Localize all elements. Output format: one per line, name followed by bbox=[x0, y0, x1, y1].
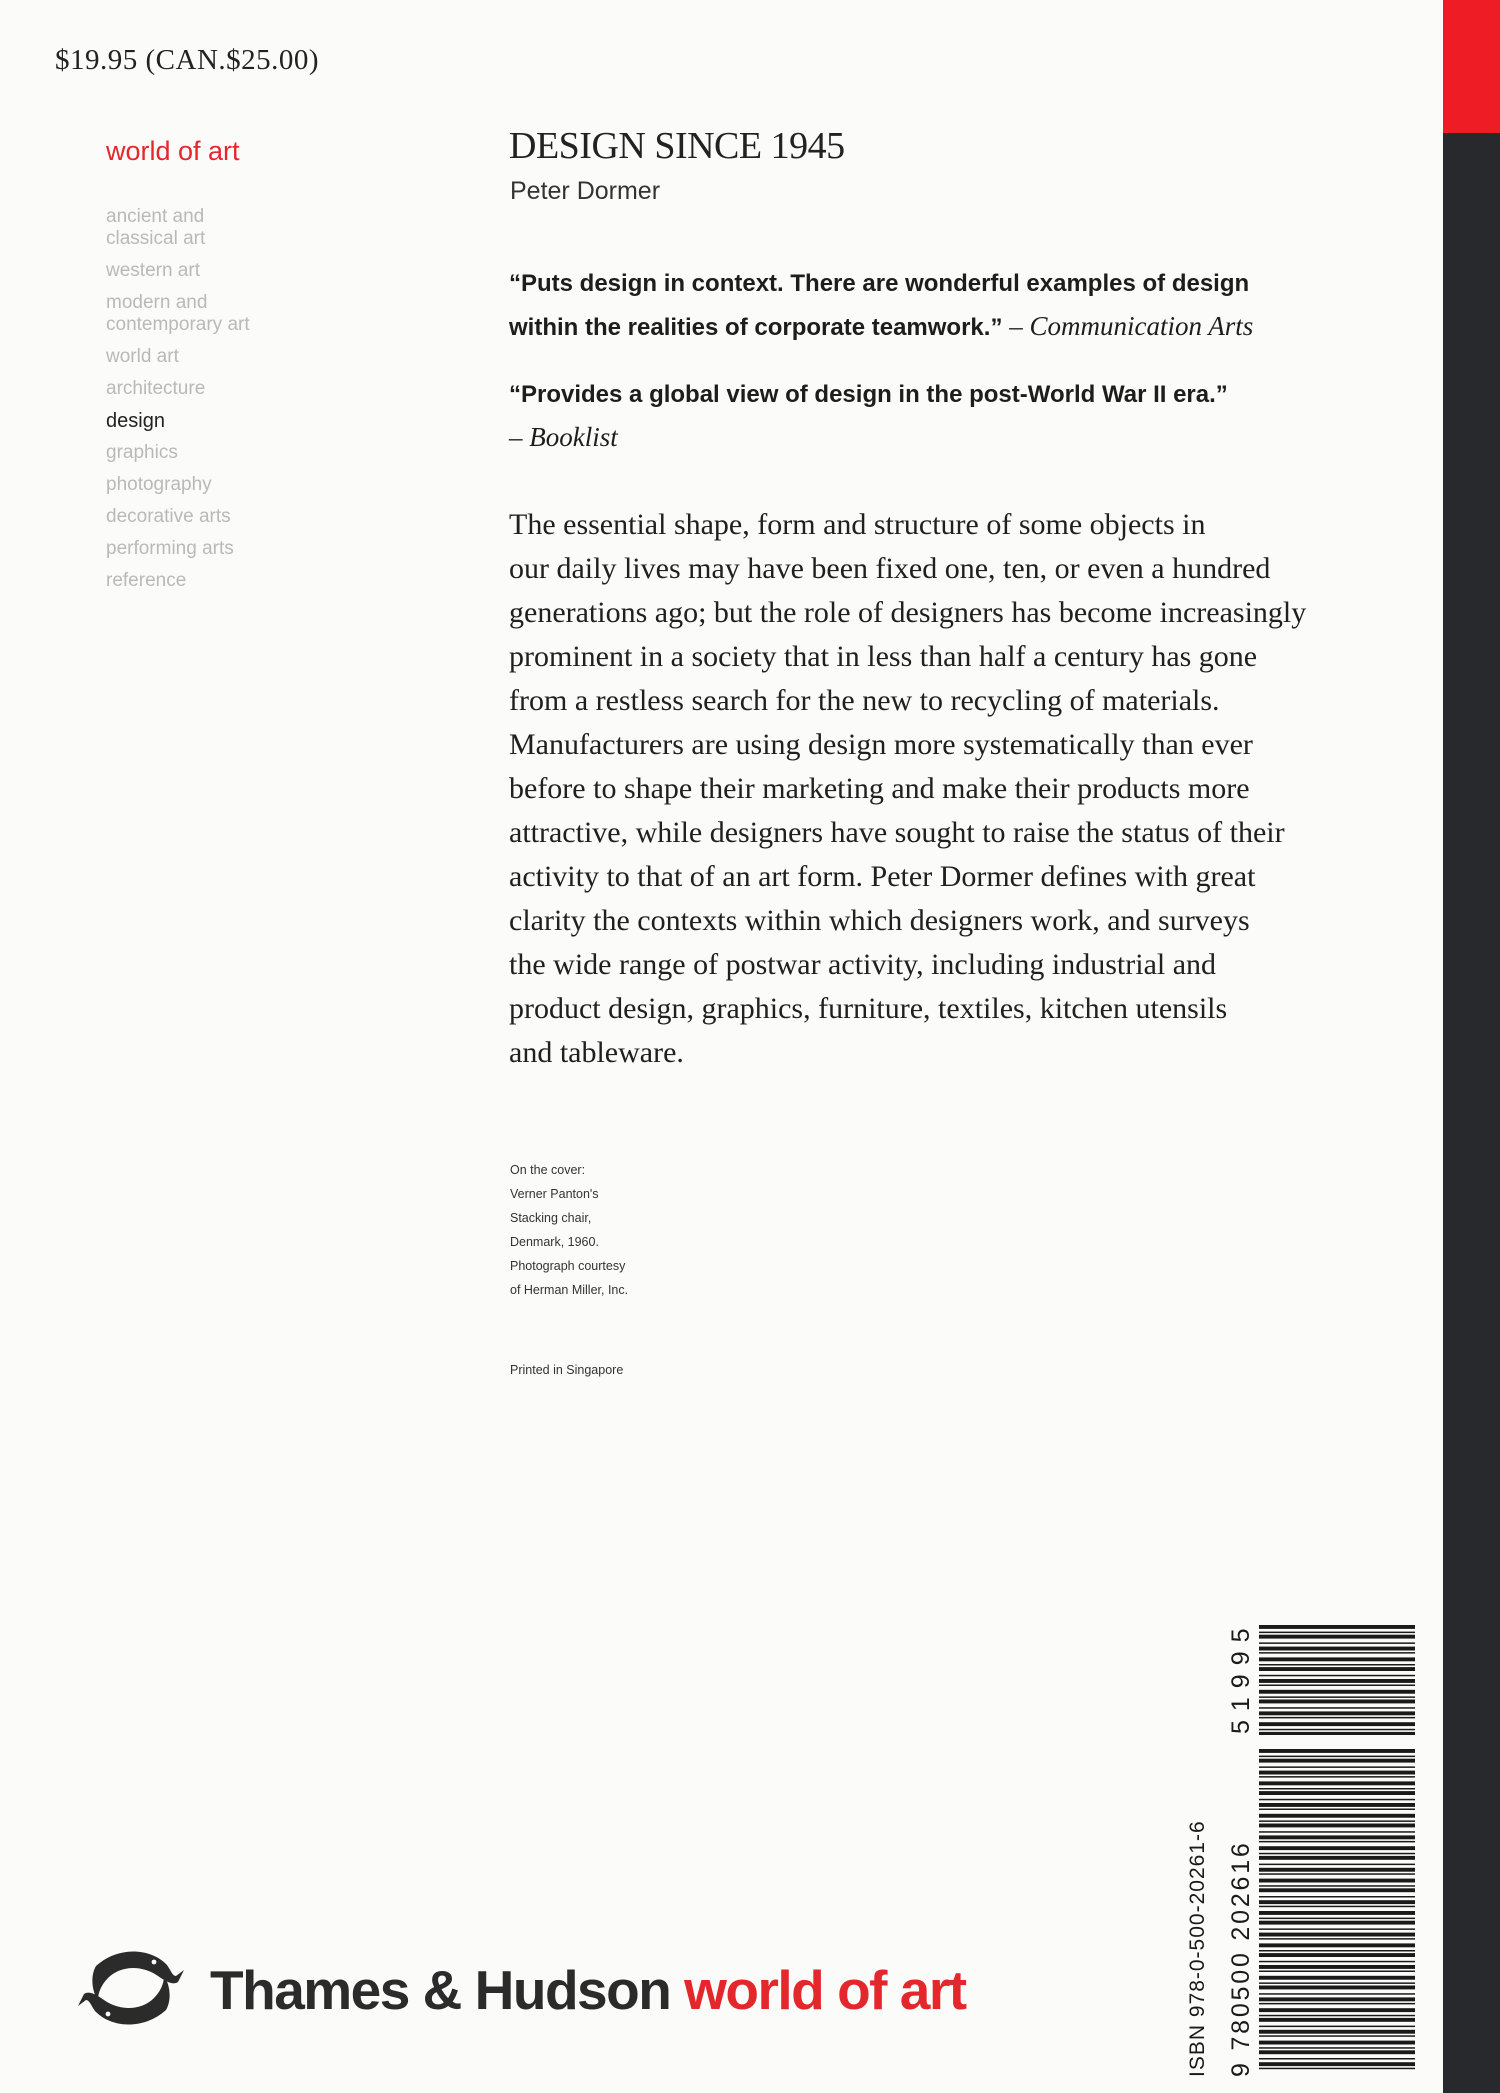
barcode-bar bbox=[1259, 1657, 1415, 1661]
description-line: from a restless search for the new to recycling of materials. bbox=[509, 684, 1220, 717]
description-line: attractive, while designers have sought to raise the status of their bbox=[509, 816, 1285, 849]
barcode-bar bbox=[1259, 1685, 1415, 1687]
barcode-bar bbox=[1259, 1729, 1415, 1731]
barcode-bar bbox=[1259, 1965, 1415, 1969]
barcode-bar bbox=[1259, 1635, 1415, 1639]
barcode-bar bbox=[1259, 1888, 1415, 1892]
quote-text: within the realities of corporate teamwork.” bbox=[509, 314, 1003, 341]
barcode-bar bbox=[1259, 1868, 1415, 1872]
barcode-bar bbox=[1259, 1856, 1415, 1860]
addon-barcode-bars bbox=[1259, 1625, 1415, 1735]
barcode-bar bbox=[1259, 1953, 1415, 1957]
description-line: before to shape their marketing and make their products more bbox=[509, 772, 1250, 805]
barcode-bar bbox=[1259, 1625, 1415, 1629]
spine-red-band bbox=[1443, 0, 1500, 133]
barcode-bar bbox=[1259, 1873, 1415, 1875]
printed-in: Printed in Singapore bbox=[510, 1363, 624, 1377]
barcode-bar bbox=[1259, 1749, 1415, 1753]
quote-dash: – bbox=[509, 422, 530, 452]
quote-dash: – bbox=[1002, 311, 1030, 341]
barcode-bar bbox=[1259, 1652, 1415, 1654]
barcode-bar bbox=[1259, 1846, 1415, 1850]
description-line: prominent in a society that in less than half a century has gone bbox=[509, 640, 1258, 673]
barcode-bar bbox=[1259, 1642, 1415, 1644]
barcode-bar bbox=[1259, 1766, 1415, 1768]
barcode-bar bbox=[1259, 2068, 1415, 2070]
ean-digits: 9 780500 202616 bbox=[1227, 1840, 1255, 2077]
barcode-bar bbox=[1259, 1961, 1415, 1963]
barcode-bar bbox=[1259, 1690, 1415, 1694]
barcode-bar bbox=[1259, 1700, 1415, 1704]
barcode-bar bbox=[1259, 1971, 1415, 1973]
author-name: Peter Dormer bbox=[510, 177, 661, 205]
isbn-text: ISBN 978-0-500-20261-6 bbox=[1186, 1820, 1209, 2077]
review-quote bbox=[509, 262, 1409, 349]
barcode-bar bbox=[1259, 1664, 1415, 1666]
quote-line bbox=[509, 416, 1409, 460]
barcode-bar bbox=[1259, 1976, 1415, 1980]
description-line: generations ago; but the role of designers has become increasingly bbox=[509, 596, 1307, 629]
barcode-bar bbox=[1259, 2008, 1415, 2012]
spine-dark-band bbox=[1443, 133, 1500, 2093]
description-line: Manufacturers are using design more systematically than ever bbox=[509, 728, 1253, 761]
description-line: product design, graphics, furniture, textiles, kitchen utensils bbox=[509, 992, 1228, 1025]
barcode-bar bbox=[1259, 1938, 1415, 1940]
barcode-bar bbox=[1259, 1982, 1415, 1984]
description-line: activity to that of an art form. Peter Dormer defines with great bbox=[509, 860, 1256, 893]
series-item: architecture bbox=[106, 378, 206, 399]
barcode-bar bbox=[1259, 1732, 1415, 1735]
barcode-bar bbox=[1259, 1864, 1415, 1866]
series-list bbox=[106, 206, 250, 602]
barcode-bar bbox=[1259, 1667, 1415, 1671]
barcode-bar bbox=[1259, 1717, 1415, 1719]
description-line: clarity the contexts within which designers work, and surveys bbox=[509, 904, 1250, 937]
barcode-bar bbox=[1259, 2018, 1415, 2022]
quote-source: Communication Arts bbox=[1029, 311, 1254, 341]
barcode-bar bbox=[1259, 1632, 1415, 1634]
cover-credit-line: of Herman Miller, Inc. bbox=[510, 1283, 629, 1297]
barcode-bar bbox=[1259, 1799, 1415, 1801]
barcode-bar bbox=[1259, 1788, 1415, 1790]
series-item: modern and contemporary art bbox=[106, 292, 250, 335]
description-line: our daily lives may have been fixed one, ten, or even a hundred bbox=[509, 552, 1271, 585]
barcode-bar bbox=[1259, 1831, 1415, 1833]
barcode-bar bbox=[1259, 1820, 1415, 1822]
series-item: graphics bbox=[106, 442, 178, 463]
barcode-bar bbox=[1259, 1841, 1415, 1843]
review-quote bbox=[509, 373, 1409, 460]
barcode-bar bbox=[1259, 1879, 1415, 1883]
barcode-bar bbox=[1259, 1814, 1415, 1818]
publisher-name: Thames & Hudson bbox=[210, 1959, 671, 2021]
series-item-active: design bbox=[106, 410, 165, 432]
barcode-bar bbox=[1259, 2047, 1415, 2049]
barcode-bar bbox=[1259, 1900, 1415, 1904]
barcode-bar bbox=[1259, 2041, 1415, 2045]
addon-digits: 51995 bbox=[1227, 1619, 1255, 1734]
barcode-bar bbox=[1259, 2030, 1415, 2034]
series-item: decorative arts bbox=[106, 506, 231, 527]
quote-line bbox=[509, 305, 1409, 349]
book-title: DESIGN SINCE 1945 bbox=[509, 125, 845, 167]
description-line: the wide range of postwar activity, including industrial and bbox=[509, 948, 1217, 981]
barcode-bar bbox=[1259, 1933, 1415, 1937]
cover-credit-line: Denmark, 1960. bbox=[510, 1235, 599, 1249]
barcode-bar bbox=[1259, 1771, 1415, 1775]
barcode-bar bbox=[1259, 1824, 1415, 1828]
barcode-bar bbox=[1259, 2015, 1415, 2017]
dolphins-logo-icon bbox=[72, 1940, 190, 2036]
series-item: performing arts bbox=[106, 538, 234, 559]
barcode-bar bbox=[1259, 1711, 1415, 1715]
publisher-series: world of art bbox=[684, 1959, 966, 2021]
barcode-bar bbox=[1259, 1756, 1415, 1758]
series-item: reference bbox=[106, 570, 187, 591]
publisher-wordmark bbox=[210, 1958, 966, 2022]
book-description bbox=[509, 503, 1414, 1075]
barcode-bar bbox=[1259, 1896, 1415, 1898]
cover-credit-line: Stacking chair, bbox=[510, 1211, 592, 1225]
barcode-bar bbox=[1259, 1696, 1415, 1698]
barcode-bar bbox=[1259, 2050, 1415, 2054]
barcode-bar bbox=[1259, 1986, 1415, 1990]
barcode-bar bbox=[1259, 1809, 1415, 1811]
cover-credit-line: Photograph courtesy bbox=[510, 1259, 626, 1273]
barcode-bar bbox=[1259, 1943, 1415, 1947]
price-label: $19.95 (CAN.$25.00) bbox=[55, 44, 320, 76]
barcode-bar bbox=[1259, 2026, 1415, 2028]
series-item: world art bbox=[106, 346, 179, 367]
barcode-bar bbox=[1259, 1906, 1415, 1908]
series-item: photography bbox=[106, 474, 212, 495]
barcode-bar bbox=[1259, 1918, 1415, 1920]
barcode-bar bbox=[1259, 1675, 1415, 1677]
barcode-bar bbox=[1259, 1722, 1415, 1726]
cover-credit-line: On the cover: bbox=[510, 1163, 586, 1177]
series-item: western art bbox=[106, 260, 200, 281]
quote-line: “Provides a global view of design in the post-World War II era.” bbox=[509, 381, 1228, 408]
barcode-bar bbox=[1259, 1759, 1415, 1763]
barcode-bar bbox=[1259, 1776, 1415, 1778]
barcode-bar bbox=[1259, 1911, 1415, 1915]
barcode-bar bbox=[1259, 2058, 1415, 2060]
ean-barcode-bars bbox=[1259, 1749, 1415, 2069]
barcode-bar bbox=[1259, 1707, 1415, 1709]
barcode-bar bbox=[1259, 2035, 1415, 2037]
barcode-bar bbox=[1259, 1803, 1415, 1807]
barcode-bar bbox=[1259, 2062, 1415, 2066]
barcode-bar bbox=[1259, 1997, 1415, 2001]
quote-source: Booklist bbox=[529, 422, 618, 452]
cover-credit bbox=[510, 1158, 628, 1302]
barcode-bar bbox=[1259, 1921, 1415, 1925]
barcode-bar bbox=[1259, 1853, 1415, 1855]
series-title: world of art bbox=[106, 136, 240, 166]
description-line: and tableware. bbox=[509, 1036, 684, 1069]
barcode-bar bbox=[1259, 1835, 1415, 1839]
barcode-bar bbox=[1259, 1885, 1415, 1887]
barcode-bar bbox=[1259, 1781, 1415, 1785]
barcode-bar bbox=[1259, 1928, 1415, 1930]
isbn-barcode bbox=[1181, 1617, 1431, 2077]
barcode-bar bbox=[1259, 1791, 1415, 1795]
cover-credit-line: Verner Panton's bbox=[510, 1187, 599, 1201]
barcode-bar bbox=[1259, 2003, 1415, 2005]
quote-line: “Puts design in context. There are wonderful examples of design bbox=[509, 270, 1250, 297]
barcode-bar bbox=[1259, 1993, 1415, 1995]
series-item: ancient and classical art bbox=[106, 206, 206, 249]
description-line: The essential shape, form and structure of some objects in bbox=[509, 508, 1206, 541]
barcode-bar bbox=[1259, 1950, 1415, 1952]
barcode-bar bbox=[1259, 1679, 1415, 1683]
barcode-bar bbox=[1259, 1647, 1415, 1651]
